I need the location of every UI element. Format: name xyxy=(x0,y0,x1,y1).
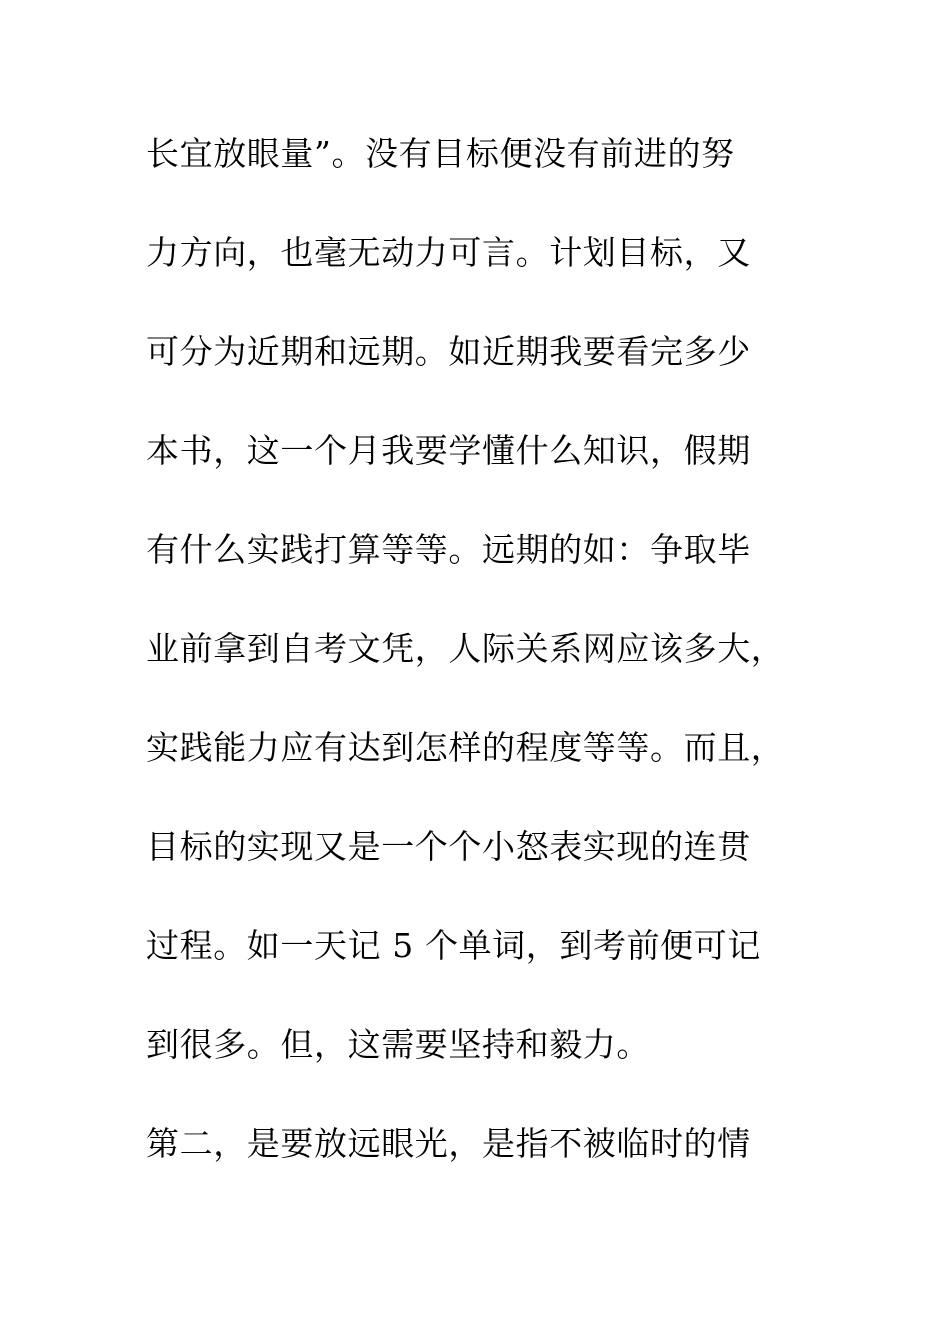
text-line-3: 可分为近期和远期。如近期我要看完多少 xyxy=(146,332,751,371)
text-line-9: 过程。如一天记 5 个单词，到考前便可记 xyxy=(146,926,761,965)
text-line-2: 力方向，也毫无动力可言。计划目标，又 xyxy=(146,233,751,272)
text-line-4: 本书，这一个月我要学懂什么知识，假期 xyxy=(146,431,751,470)
text-line-1: 长宜放眼量”。没有目标便没有前进的努 xyxy=(146,134,735,173)
text-line-6: 业前拿到自考文凭，人际关系网应该多大， xyxy=(146,629,785,668)
text-line-10: 到很多。但，这需要坚持和毅力。 xyxy=(146,1025,650,1064)
text-line-7: 实践能力应有达到怎样的程度等等。而且， xyxy=(146,728,785,767)
text-line-5: 有什么实践打算等等。远期的如：争取毕 xyxy=(146,530,751,569)
text-line-8: 目标的实现又是一个个小怒表实现的连贯 xyxy=(146,827,751,866)
text-line-11: 第二，是要放远眼光，是指不被临时的情 xyxy=(146,1124,751,1163)
